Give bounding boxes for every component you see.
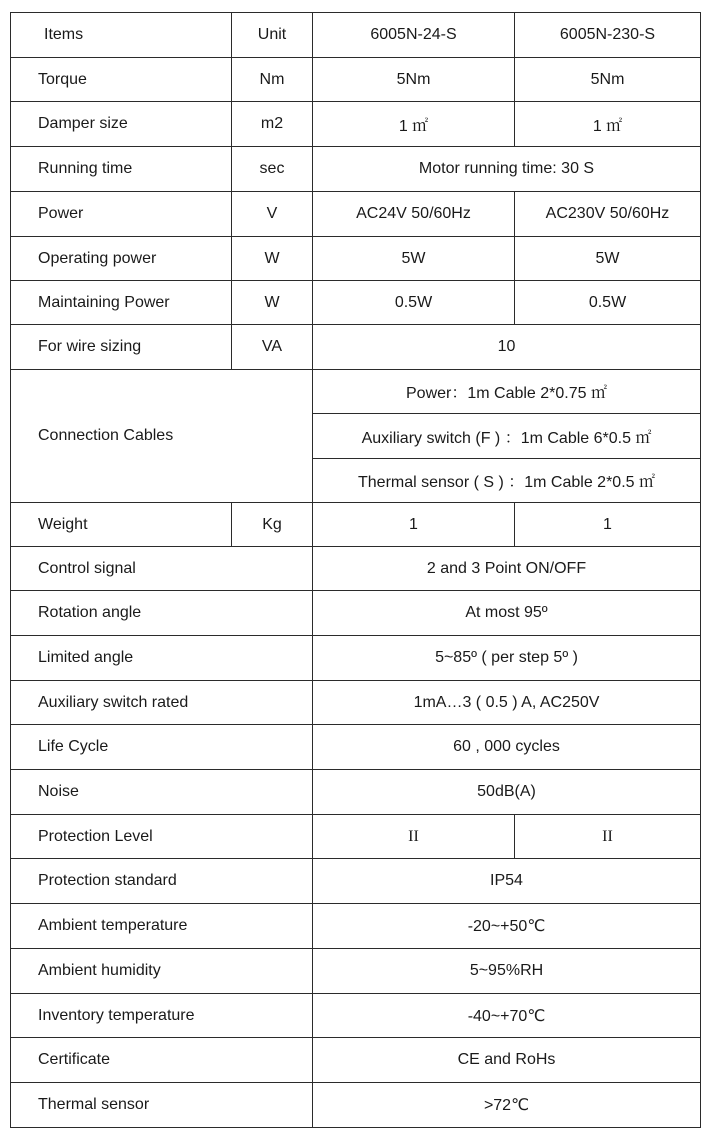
row-value: >72℃ xyxy=(313,1083,701,1128)
table-row xyxy=(11,681,701,725)
row-label: Limited angle xyxy=(11,636,313,681)
row-value: 2 and 3 Point ON/OFF xyxy=(313,547,701,591)
row-label: Ambient temperature xyxy=(11,904,313,949)
row-value-a: II xyxy=(313,815,515,859)
header-model-b: 6005N-230-S xyxy=(515,13,701,58)
table-row xyxy=(11,949,701,994)
header-model-a: 6005N-24-S xyxy=(313,13,515,58)
row-value-b: 0.5W xyxy=(515,281,701,325)
table-row xyxy=(11,636,701,681)
table-row xyxy=(11,147,701,192)
table-row xyxy=(11,859,701,904)
table-row xyxy=(11,1083,701,1128)
row-label: Inventory temperature xyxy=(11,994,313,1038)
row-label: Power xyxy=(11,192,232,237)
row-value: At most 95º xyxy=(313,591,701,636)
cable-thermal: Thermal sensor ( S ) ：1m Cable 2*0.5 ㎡ xyxy=(313,459,701,503)
row-label: Life Cycle xyxy=(11,725,313,770)
row-value-b: II xyxy=(515,815,701,859)
table-row xyxy=(11,370,701,414)
header-row xyxy=(11,13,701,58)
row-value: -40~+70℃ xyxy=(313,994,701,1038)
row-value: -20~+50℃ xyxy=(313,904,701,949)
row-label: Operating power xyxy=(11,237,232,281)
row-label: Protection standard xyxy=(11,859,313,904)
row-value-a: 1 xyxy=(313,503,515,547)
row-value: Motor running time: 30 S xyxy=(313,147,701,192)
row-value-a: 0.5W xyxy=(313,281,515,325)
header-unit: Unit xyxy=(232,13,313,58)
row-value-b: 5W xyxy=(515,237,701,281)
row-value: 5~95%RH xyxy=(313,949,701,994)
row-value: 10 xyxy=(313,325,701,370)
row-label: Torque xyxy=(11,58,232,102)
table-row xyxy=(11,192,701,237)
row-value: 1mA…3 ( 0.5 ) A, AC250V xyxy=(313,681,701,725)
row-unit: W xyxy=(232,237,313,281)
row-label: Noise xyxy=(11,770,313,815)
row-label: Certificate xyxy=(11,1038,313,1083)
row-value: CE and RoHs xyxy=(313,1038,701,1083)
table-row xyxy=(11,904,701,949)
table-row xyxy=(11,591,701,636)
table-row xyxy=(11,770,701,815)
row-label: Ambient humidity xyxy=(11,949,313,994)
row-value-a: AC24V 50/60Hz xyxy=(313,192,515,237)
row-value-b: 1 xyxy=(515,503,701,547)
table-row xyxy=(11,815,701,859)
row-value: IP54 xyxy=(313,859,701,904)
row-unit: VA xyxy=(232,325,313,370)
row-label: Connection Cables xyxy=(11,370,313,503)
table-row xyxy=(11,58,701,102)
table-row xyxy=(11,281,701,325)
table-row xyxy=(11,547,701,591)
row-value: 5~85º ( per step 5º ) xyxy=(313,636,701,681)
header-items: Items xyxy=(11,13,232,58)
table-row xyxy=(11,325,701,370)
row-label: Rotation angle xyxy=(11,591,313,636)
row-unit: Nm xyxy=(232,58,313,102)
row-label: Protection Level xyxy=(11,815,313,859)
row-unit: Kg xyxy=(232,503,313,547)
row-value-a: 1 ㎡ xyxy=(313,102,515,147)
row-label: Control signal xyxy=(11,547,313,591)
table-row xyxy=(11,237,701,281)
row-unit: m2 xyxy=(232,102,313,147)
row-value-b: 5Nm xyxy=(515,58,701,102)
table-row xyxy=(11,994,701,1038)
row-unit: sec xyxy=(232,147,313,192)
table-row xyxy=(11,102,701,147)
row-value-a: 5W xyxy=(313,237,515,281)
row-value: 60 , 000 cycles xyxy=(313,725,701,770)
row-value-b: AC230V 50/60Hz xyxy=(515,192,701,237)
table-row xyxy=(11,725,701,770)
table-row xyxy=(11,1038,701,1083)
row-label: Maintaining Power xyxy=(11,281,232,325)
row-value-a: 5Nm xyxy=(313,58,515,102)
row-value-b: 1 ㎡ xyxy=(515,102,701,147)
spec-table xyxy=(10,12,701,1128)
cable-power: Power：1m Cable 2*0.75 ㎡ xyxy=(313,370,701,414)
row-unit: W xyxy=(232,281,313,325)
table-row xyxy=(11,503,701,547)
cable-aux: Auxiliary switch (F ) ：1m Cable 6*0.5 ㎡ xyxy=(313,414,701,459)
row-label: Thermal sensor xyxy=(11,1083,313,1128)
row-label: Running time xyxy=(11,147,232,192)
row-label: Damper size xyxy=(11,102,232,147)
row-label: Weight xyxy=(11,503,232,547)
row-label: Auxiliary switch rated xyxy=(11,681,313,725)
row-unit: V xyxy=(232,192,313,237)
row-label: For wire sizing xyxy=(11,325,232,370)
row-value: 50dB(A) xyxy=(313,770,701,815)
